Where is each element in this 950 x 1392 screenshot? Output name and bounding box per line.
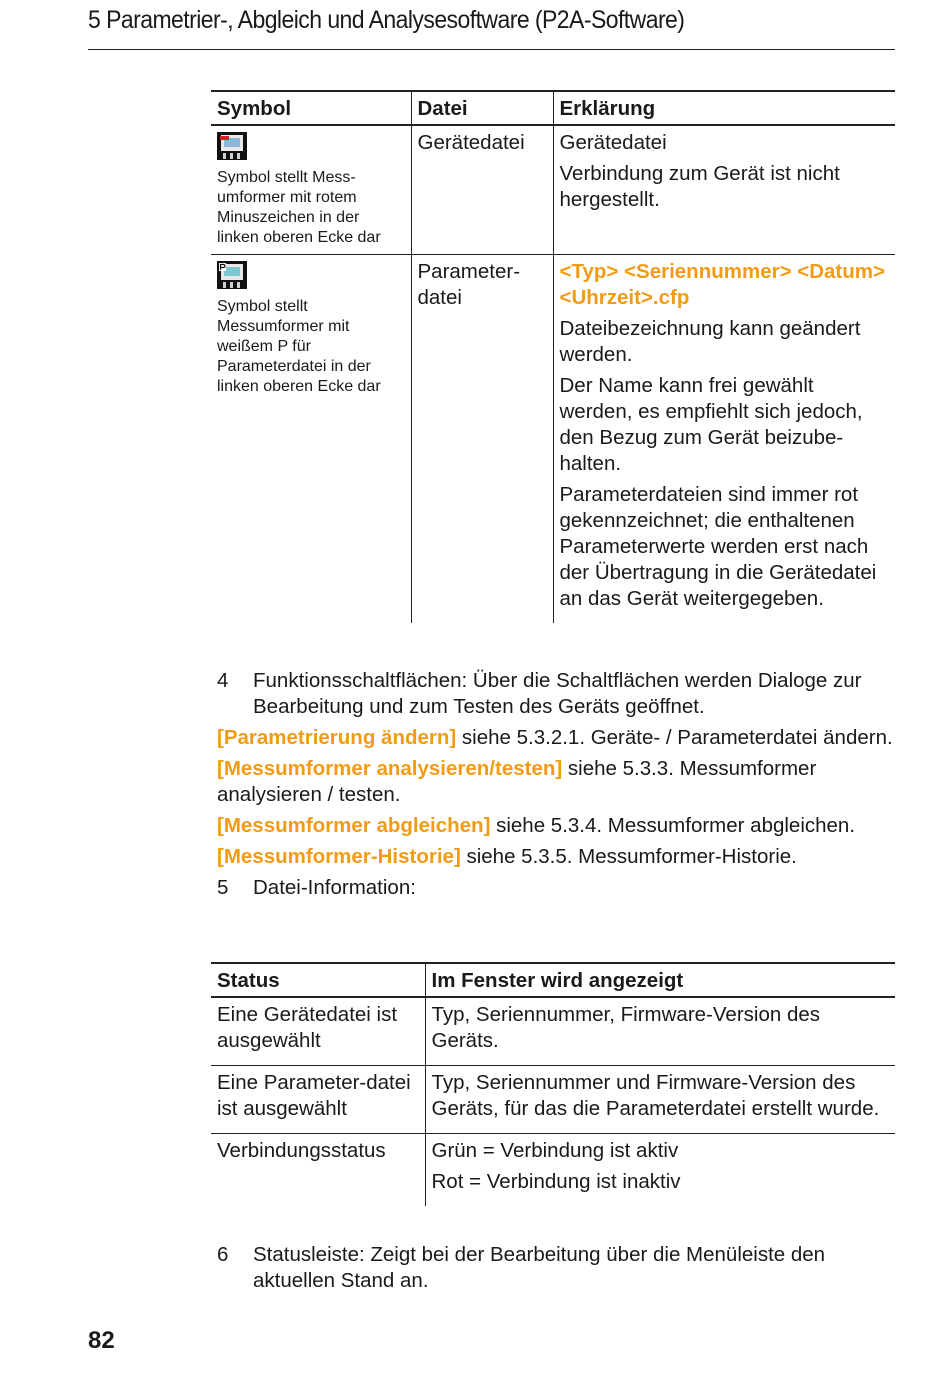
reference-text: siehe 5.3.4. Messumformer abgleichen. bbox=[490, 814, 856, 837]
item-text: Datei-Information: bbox=[253, 876, 416, 899]
page-header: 5 Parametrier-, Abgleich und Analysesoftware (P2A-Software) bbox=[88, 6, 685, 34]
datei-cell: Parameter-datei bbox=[411, 255, 553, 624]
explanation-text: Der Name kann frei gewählt werden, es empfiehlt sich jedoch, den Bezug zum Gerät beizube-halten. bbox=[559, 374, 863, 475]
display-cell bbox=[425, 1134, 895, 1207]
display-cell bbox=[425, 1066, 895, 1134]
display-text: Grün = Verbindung ist aktiv bbox=[431, 1139, 679, 1162]
status-cell: Eine Gerätedatei ist ausgewählt bbox=[211, 997, 425, 1066]
reference-text: siehe 5.3.2.1. Geräte- / Parameterdatei ändern. bbox=[456, 726, 893, 749]
status-cell: Eine Parameter-datei ist ausgewählt bbox=[211, 1066, 425, 1134]
reference-abgleichen bbox=[211, 813, 895, 839]
col-header-datei: Datei bbox=[411, 91, 553, 125]
symbol-cell bbox=[211, 125, 411, 255]
col-header-erklaerung: Erklärung bbox=[553, 91, 895, 125]
list-item-6 bbox=[211, 1242, 895, 1294]
reference-label: [Parametrierung ändern] bbox=[217, 726, 457, 749]
symbol-table bbox=[211, 90, 895, 623]
item-number: 5 bbox=[217, 876, 229, 899]
filename-pattern: <Typ> <Seriennummer> <Datum> <Uhrzeit>.cfp bbox=[559, 260, 885, 309]
page-number: 82 bbox=[88, 1327, 115, 1354]
table-row bbox=[211, 997, 895, 1066]
reference-label: [Messumformer analysieren/testen] bbox=[217, 757, 563, 780]
device-file-disconnected-icon bbox=[217, 132, 247, 160]
item-number: 6 bbox=[217, 1243, 229, 1266]
display-text: Rot = Verbindung ist inaktiv bbox=[431, 1170, 681, 1193]
explanation-text: Parameterdateien sind immer rot gekennzeichnet; die enthaltenen Parameterwerte werden erst nach der Übertragung in die Gerätedatei an das Gerät weitergegeben. bbox=[559, 483, 877, 610]
display-text: Typ, Seriennummer und Firmware-Version des Geräts, für das die Parameterdatei erstellt wurde. bbox=[431, 1071, 880, 1120]
table-row bbox=[211, 1066, 895, 1134]
header-rule bbox=[88, 49, 895, 50]
item-text: Statusleiste: Zeigt bei der Bearbeitung über die Menüleiste den aktuellen Stand an. bbox=[253, 1243, 826, 1292]
status-cell: Verbindungsstatus bbox=[217, 1139, 386, 1162]
table-row bbox=[211, 125, 895, 255]
explanation-text: Dateibezeichnung kann geändert werden. bbox=[559, 317, 861, 366]
reference-label: [Messumformer-Historie] bbox=[217, 845, 461, 868]
col-header-symbol: Symbol bbox=[211, 91, 411, 125]
erklaerung-cell bbox=[553, 125, 895, 255]
table-header-row bbox=[211, 91, 895, 125]
display-cell bbox=[425, 997, 895, 1066]
reference-parametrierung bbox=[211, 725, 895, 751]
list-item-5 bbox=[211, 875, 895, 901]
symbol-description: Symbol stellt Messumformer mit weißem P für Parameterdatei in der linken oberen Ecke dar bbox=[217, 298, 381, 395]
display-text: Typ, Seriennummer, Firmware-Version des Geräts. bbox=[431, 1003, 820, 1052]
table-row bbox=[211, 1134, 895, 1207]
symbol-cell bbox=[211, 255, 411, 624]
col-header-status: Status bbox=[211, 963, 425, 997]
body-text-end bbox=[211, 1242, 895, 1299]
body-text bbox=[211, 668, 895, 906]
table-header-row bbox=[211, 963, 895, 997]
parameter-file-icon bbox=[217, 261, 247, 289]
status-table-container bbox=[211, 962, 895, 1206]
reference-text: siehe 5.3.3. Messumformer analysieren / testen. bbox=[217, 757, 817, 806]
col-header-display: Im Fenster wird angezeigt bbox=[425, 963, 895, 997]
reference-label: [Messumformer abgleichen] bbox=[217, 814, 491, 837]
reference-text: siehe 5.3.5. Messumformer-Historie. bbox=[460, 845, 797, 868]
erklaerung-cell bbox=[553, 255, 895, 624]
item-text: Funktionsschaltflächen: Über die Schaltflächen werden Dialoge zur Bearbeitung und zum Testen des Geräts geöffnet. bbox=[253, 669, 862, 718]
datei-cell: Gerätedatei bbox=[411, 125, 553, 255]
symbol-table-container bbox=[211, 90, 895, 623]
list-item-4 bbox=[211, 668, 895, 720]
reference-analysieren bbox=[211, 756, 895, 808]
explanation-text: Verbindung zum Gerät ist nicht hergestellt. bbox=[559, 162, 840, 211]
table-row bbox=[211, 255, 895, 624]
symbol-description: Symbol stellt Mess-umformer mit rotem Minuszeichen in der linken oberen Ecke dar bbox=[217, 169, 381, 246]
reference-historie bbox=[211, 844, 895, 870]
status-table bbox=[211, 962, 895, 1206]
item-number: 4 bbox=[217, 669, 229, 692]
explanation-text: Gerätedatei bbox=[559, 131, 667, 154]
